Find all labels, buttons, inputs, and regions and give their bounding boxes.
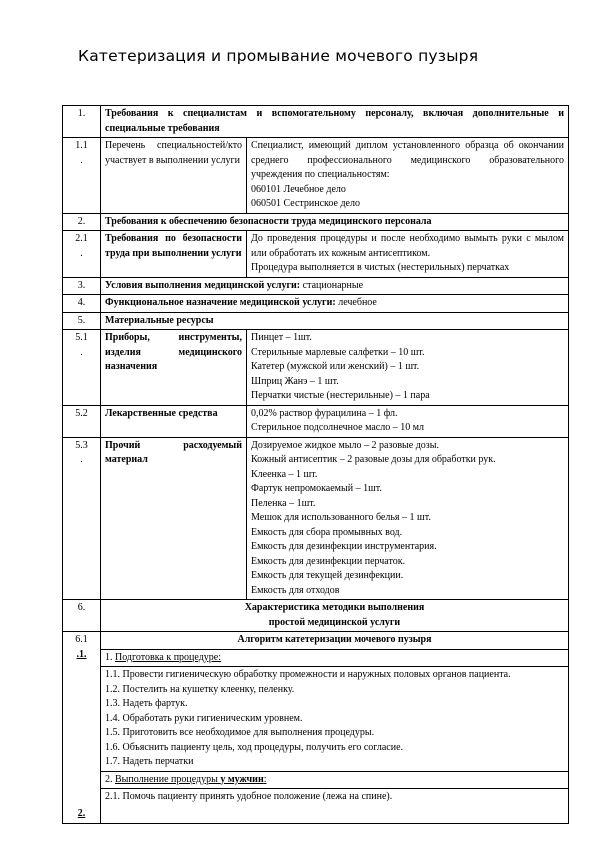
- safety-paragraph: До проведения процедуры и после необходимо вымыть руки с мылом или обработать их кожным антисептиком.: [251, 233, 564, 259]
- step-item: 2.1. Помочь пациенту принять удобное положение (лежа на спине).: [105, 791, 393, 802]
- section-number: 4.: [63, 295, 101, 313]
- section-number: 1.: [63, 106, 101, 138]
- list-item: Шприц Жанэ – 1 шт.: [251, 375, 339, 387]
- section-heading: Условия выполнения медицинской услуги: стационарные: [101, 277, 569, 295]
- row-content: [247, 138, 569, 214]
- section-number: 6.: [63, 600, 101, 632]
- specialist-description: Специалист, имеющий диплом установленного образца об окончании среднего профессионального медицинского образовательного учреждения по специальностям:: [251, 140, 564, 180]
- row-label: Перечень специальностей/кто участвует в выполнении услуги: [101, 138, 247, 214]
- row-content: [247, 437, 569, 600]
- section-number: 6.1 .1. 2.: [63, 632, 101, 824]
- specialty-item: 060501 Сестринское дело: [251, 198, 360, 209]
- safety-paragraph: Процедура выполняется в чистых (нестерильных) перчатках: [251, 262, 510, 273]
- algorithm-block: [101, 632, 569, 824]
- list-item: Катетер (мужской или женский) – 1 шт.: [251, 361, 420, 372]
- section-number: 1.1 .: [63, 138, 101, 214]
- row-content: [247, 330, 569, 406]
- row-label: Приборы, инструменты, изделия медицинского назначения: [101, 330, 247, 406]
- algorithm-heading: Алгоритм катетеризации мочевого пузыря: [101, 632, 568, 650]
- row-label: Требования по безопасности труда при выполнении услуги: [101, 231, 247, 278]
- list-item: Клеенка – 1 шт.: [251, 468, 318, 480]
- list-item: Емкость для текущей дезинфекции.: [251, 570, 404, 581]
- step-item: 1.1. Провести гигиеническую обработку промежности и наружных половых органов пациента.: [105, 669, 511, 680]
- section-6-row: [63, 600, 569, 632]
- section-5-2-row: [63, 405, 569, 437]
- list-item: Перчатки чистые (нестерильные) – 1 пара: [251, 390, 430, 401]
- list-item: Дозируемое жидкое мыло – 2 разовые дозы.: [251, 439, 439, 451]
- list-item: Стерильные марлевые салфетки – 10 шт.: [251, 346, 425, 358]
- subsection-number: 2.: [77, 808, 86, 819]
- section-1-1-row: [63, 138, 569, 214]
- list-item: Кожный антисептик – 2 разовые дозы для обработки рук.: [251, 454, 496, 465]
- section-number: 5.3 .: [63, 437, 101, 600]
- list-item: Емкость для отходов: [251, 584, 340, 596]
- list-item: Фартук непромокаемый – 1шт.: [251, 483, 382, 494]
- list-item: Емкость для дезинфекции перчаток.: [251, 555, 406, 567]
- subsection-title: 1. Подготовка к процедуре:: [101, 650, 568, 668]
- step-item: 1.4. Обработать руки гигиеническим уровнем.: [105, 712, 303, 724]
- subsection-title: 2. Выполнение процедуры у мужчин:: [101, 771, 568, 790]
- section-5-row: [63, 312, 569, 330]
- section-heading: Требования к обеспечению безопасности труда медицинского персонала: [101, 213, 569, 231]
- list-item: Пинцет – 1шт.: [251, 332, 312, 343]
- row-label: Лекарственные средства: [101, 405, 247, 437]
- section-2-row: [63, 213, 569, 231]
- section-5-3-row: [63, 437, 569, 600]
- section-number: 2.1 .: [63, 231, 101, 278]
- list-item: Емкость для дезинфекции инструментария.: [251, 541, 437, 552]
- section-heading: Материальные ресурсы: [101, 312, 569, 330]
- section-number: 2.: [63, 213, 101, 231]
- list-item: Пеленка – 1шт.: [251, 497, 316, 509]
- section-6-1-row: [63, 632, 569, 824]
- row-content: [247, 231, 569, 278]
- subsection-number: .1.: [76, 648, 87, 660]
- section-heading: Характеристика методики выполнения простой медицинской услуги: [101, 600, 569, 632]
- section-number: 5.: [63, 312, 101, 330]
- step-item: 1.5. Приготовить все необходимое для выполнения процедуры.: [105, 727, 375, 738]
- step-item: 1.2. Постелить на кушетку клеенку, пеленку.: [105, 683, 295, 695]
- step-item: 1.7. Надеть перчатки: [105, 756, 194, 767]
- row-label: Прочий расходуемый материал: [101, 437, 247, 600]
- step-list: [101, 667, 568, 771]
- page-title: Катетеризация и промывание мочевого пузыря: [78, 47, 479, 65]
- list-item: Стерильное подсолнечное масло – 10 мл: [251, 422, 425, 433]
- list-item: Емкость для сбора промывных вод.: [251, 526, 403, 538]
- section-number: 5.1 .: [63, 330, 101, 406]
- step-item: 1.3. Надеть фартук.: [105, 698, 188, 709]
- section-heading: Функциональное назначение медицинской услуги: лечебное: [101, 295, 569, 313]
- section-5-1-row: [63, 330, 569, 406]
- section-3-row: [63, 277, 569, 295]
- procedure-table: [62, 105, 569, 824]
- section-heading: Требования к специалистам и вспомогательному персоналу, включая дополнительные и специальные требования: [101, 106, 569, 138]
- section-number: 5.2: [63, 405, 101, 437]
- row-content: [247, 405, 569, 437]
- list-item: Мешок для использованного белья – 1 шт.: [251, 512, 431, 523]
- step-item: 1.6. Объяснить пациенту цель, ход процедуры, получить его согласие.: [105, 741, 404, 753]
- section-1-row: [63, 106, 569, 138]
- specialty-item: 060101 Лечебное дело: [251, 183, 346, 195]
- section-4-row: [63, 295, 569, 313]
- section-number: 3.: [63, 277, 101, 295]
- section-2-1-row: [63, 231, 569, 278]
- list-item: 0,02% раствор фурацилина – 1 фл.: [251, 407, 398, 419]
